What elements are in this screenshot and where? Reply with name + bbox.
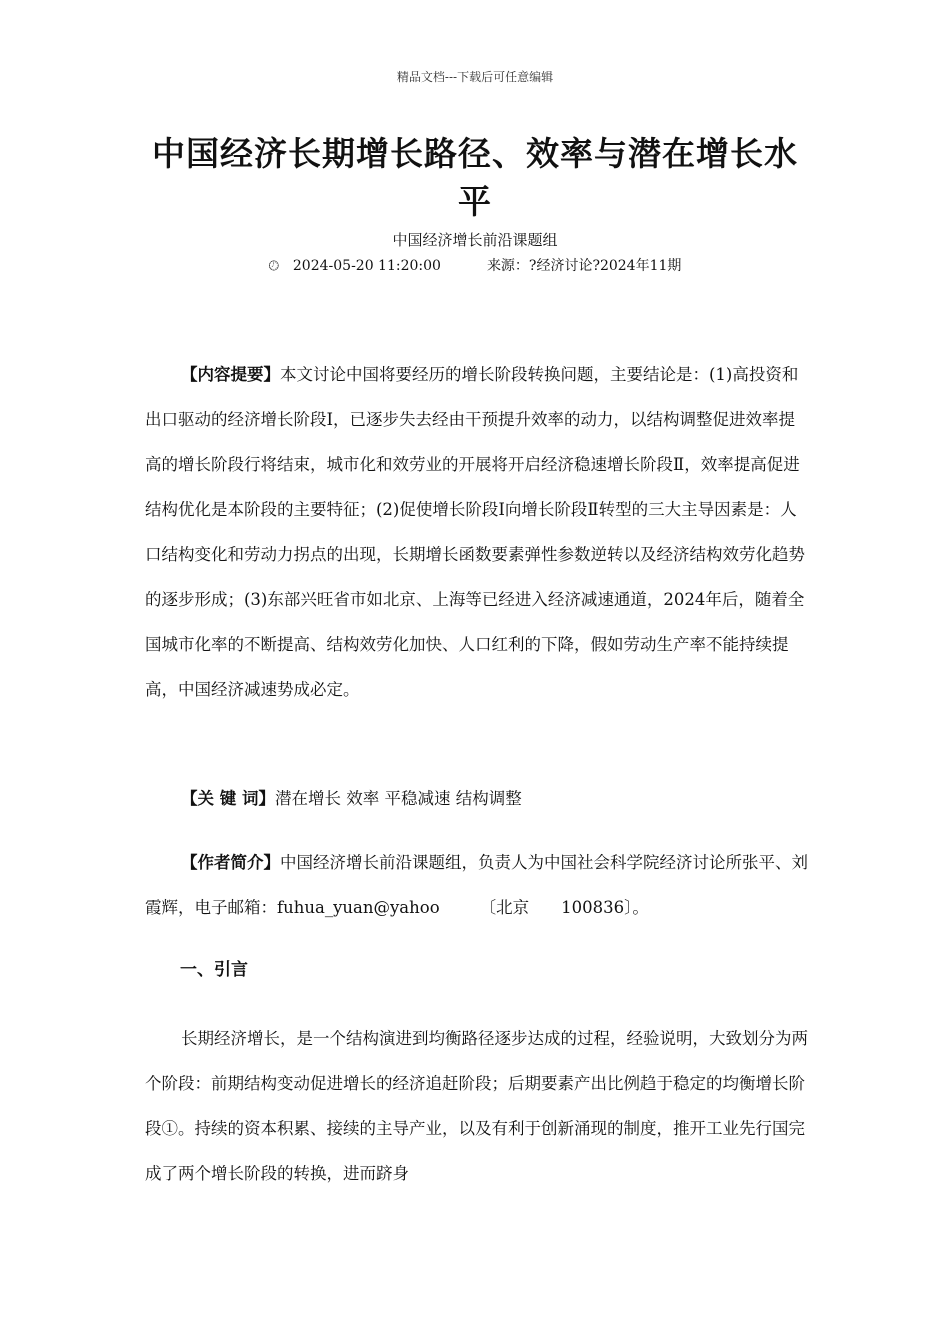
author-info-label: 【作者简介】: [181, 853, 280, 872]
keywords-section: [145, 776, 810, 821]
header-note: 精品文档---下载后可任意编辑: [396, 70, 554, 84]
abstract-section: [145, 352, 810, 712]
publish-datetime: 2024-05-20 11:20:00: [292, 258, 441, 274]
keywords-text: 潜在增长 效率 平稳减速 结构调整: [275, 789, 522, 808]
author-info-section: [145, 840, 810, 930]
section-heading: 一、引言: [180, 960, 248, 980]
author-line: 中国经济增长前沿课题组: [392, 231, 558, 249]
intro-paragraph: 长期经济增长，是一个结构演进到均衡路径逐步达成的过程，经验说明，大致划分为两个阶段：前期结构变动促进增长的经济追赶阶段；后期要素产出比例趋于稳定的均衡增长阶段①。持续的资本积累、接续的主导产业，以及有利于创新涌现的制度，推开工业先行国完成了两个增长阶段的转换，进而跻身: [145, 1029, 808, 1183]
page-title: 中国经济长期增长路径、效率与潜在增长水平: [152, 134, 798, 221]
abstract-text: 本文讨论中国将要经历的增长阶段转换问题，主要结论是：(1)高投资和出口驱动的经济增长阶段Ⅰ，已逐步失去经由干预提升效率的动力，以结构调整促进效率提高的增长阶段行将结束，城市化和效劳业的开展将开启经济稳速增长阶段Ⅱ，效率提高促进结构优化是本阶段的主要特征；(2)促使增长阶段Ⅰ向增长阶段Ⅱ转型的三大主导因素是：人口结构变化和劳动力拐点的出现，长期增长函数要素弹性参数逆转以及经济结构效劳化趋势的逐步形成；(3)东部兴旺省市如北京、上海等已经进入经济减速通道，2024年后，随着全国城市化率的不断提高、结构效劳化加快、人口红利的下降，假如劳动生产率不能持续提高，中国经济减速势成必定。: [145, 365, 805, 699]
author-info-text: 中国经济增长前沿课题组，负责人为中国社会科学院经济讨论所张平、刘霞辉，电子邮箱：fuhua_yuan@yahoo: [145, 853, 808, 917]
keywords-label: 【关 键 词】: [181, 789, 275, 808]
author-postcode: 100836〕。: [561, 898, 649, 917]
author-location: 〔北京: [479, 898, 530, 917]
source-text: 来源：?经济讨论?2024年11期: [486, 258, 682, 274]
clock-icon: 🕗︎: [268, 259, 279, 274]
intro-section: [145, 1016, 810, 1196]
meta-line: [0, 255, 950, 275]
abstract-label: 【内容提要】: [181, 365, 280, 384]
